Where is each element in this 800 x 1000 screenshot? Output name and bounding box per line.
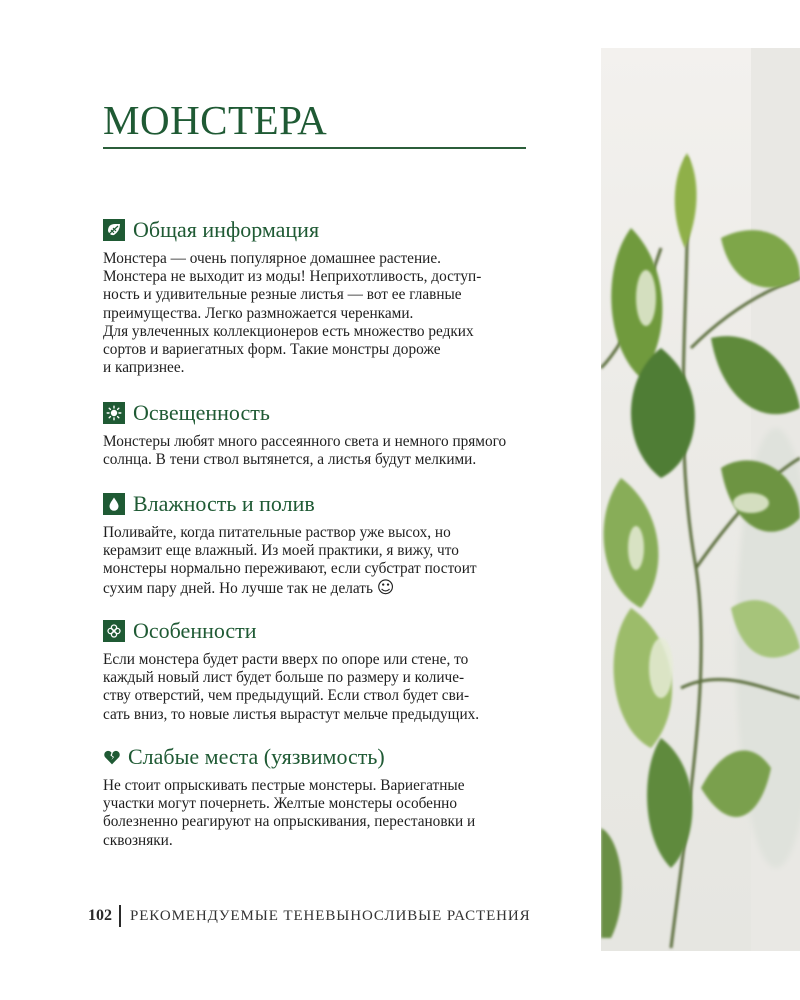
section-header bbox=[103, 216, 533, 244]
water-drop-icon bbox=[103, 493, 125, 515]
section-text bbox=[103, 651, 533, 724]
text-line: и капризнее. bbox=[103, 359, 185, 377]
section-text bbox=[103, 250, 533, 377]
section-heading: Освещенность bbox=[133, 400, 270, 425]
sun-icon bbox=[103, 402, 125, 424]
flower-icon bbox=[103, 620, 125, 642]
section-text bbox=[103, 433, 533, 469]
text-line: Для увлеченных коллекционеров есть множество редких bbox=[103, 322, 474, 340]
page-number: 102 bbox=[88, 907, 112, 924]
text-line: сквозняки. bbox=[103, 831, 173, 849]
text-line: Монстера не выходит из моды! Неприхотливость, доступ- bbox=[103, 268, 482, 286]
page-footer bbox=[88, 904, 531, 928]
section-header bbox=[103, 617, 533, 645]
text-line: сортов и вариегатных форм. Такие монстры дороже bbox=[103, 341, 441, 359]
section-heading: Особенности bbox=[133, 618, 257, 643]
text-line bbox=[103, 579, 533, 598]
text-line: Монстера — очень популярное домашнее растение. bbox=[103, 250, 441, 267]
section-header bbox=[103, 490, 533, 518]
text-line: Не стоит опрыскивать пестрые монстеры. Вариегатные bbox=[103, 777, 465, 794]
text-line: керамзит еще влажный. Из моей практики, я вижу, что bbox=[103, 542, 459, 560]
text-line: преимущества. Легко размножается черенками. bbox=[103, 304, 414, 322]
text-line: Монстеры любят много рассеянного света и немного прямого bbox=[103, 433, 507, 450]
text-line: Если монстера будет расти вверх по опоре или стене, то bbox=[103, 651, 469, 668]
smiley-icon: ☺ bbox=[376, 577, 395, 598]
section-header bbox=[103, 399, 533, 427]
text-line: ству отверстий, чем предыдущий. Если ствол будет сви- bbox=[103, 687, 470, 705]
section-lighting bbox=[103, 399, 533, 469]
text-line: солнца. В тени ствол вытянется, а листья будут мелкими. bbox=[103, 451, 477, 469]
section-weak-points bbox=[103, 743, 533, 850]
running-title: РЕКОМЕНДУЕМЫЕ ТЕНЕВЫНОСЛИВЫЕ РАСТЕНИЯ bbox=[130, 907, 531, 924]
section-heading: Общая информация bbox=[133, 217, 320, 242]
leaf-icon bbox=[103, 219, 125, 241]
text-line: болезненно реагируют на опрыскивания, перестановки и bbox=[103, 813, 476, 831]
page-title: МОНСТЕРА bbox=[103, 97, 328, 143]
section-text bbox=[103, 524, 533, 598]
title-underline bbox=[103, 147, 526, 149]
section-text bbox=[103, 777, 533, 850]
text-line: сать вниз, то новые листья вырастут мельче предыдущих. bbox=[103, 705, 480, 723]
section-humidity-watering bbox=[103, 490, 533, 598]
monstera-photo bbox=[601, 48, 800, 951]
section-heading: Влажность и полив bbox=[133, 491, 315, 516]
broken-heart-icon bbox=[103, 748, 121, 766]
section-general-info bbox=[103, 216, 533, 377]
section-features bbox=[103, 617, 533, 724]
text-line: каждый новый лист будет больше по размеру и количе- bbox=[103, 669, 465, 687]
text-line: участки могут почернеть. Желтые монстеры особенно bbox=[103, 795, 457, 813]
section-heading: Слабые места (уязвимость) bbox=[128, 744, 385, 769]
text-line-content: сухим пару дней. Но лучше так не делать bbox=[103, 579, 373, 597]
text-line: ность и удивительные резные листья — вот ее главные bbox=[103, 286, 462, 304]
section-header bbox=[103, 743, 533, 771]
text-line: монстеры нормально переживают, если субстрат постоит bbox=[103, 560, 477, 578]
text-line: Поливайте, когда питательные раствор уже высох, но bbox=[103, 524, 451, 541]
footer-divider bbox=[119, 905, 121, 927]
